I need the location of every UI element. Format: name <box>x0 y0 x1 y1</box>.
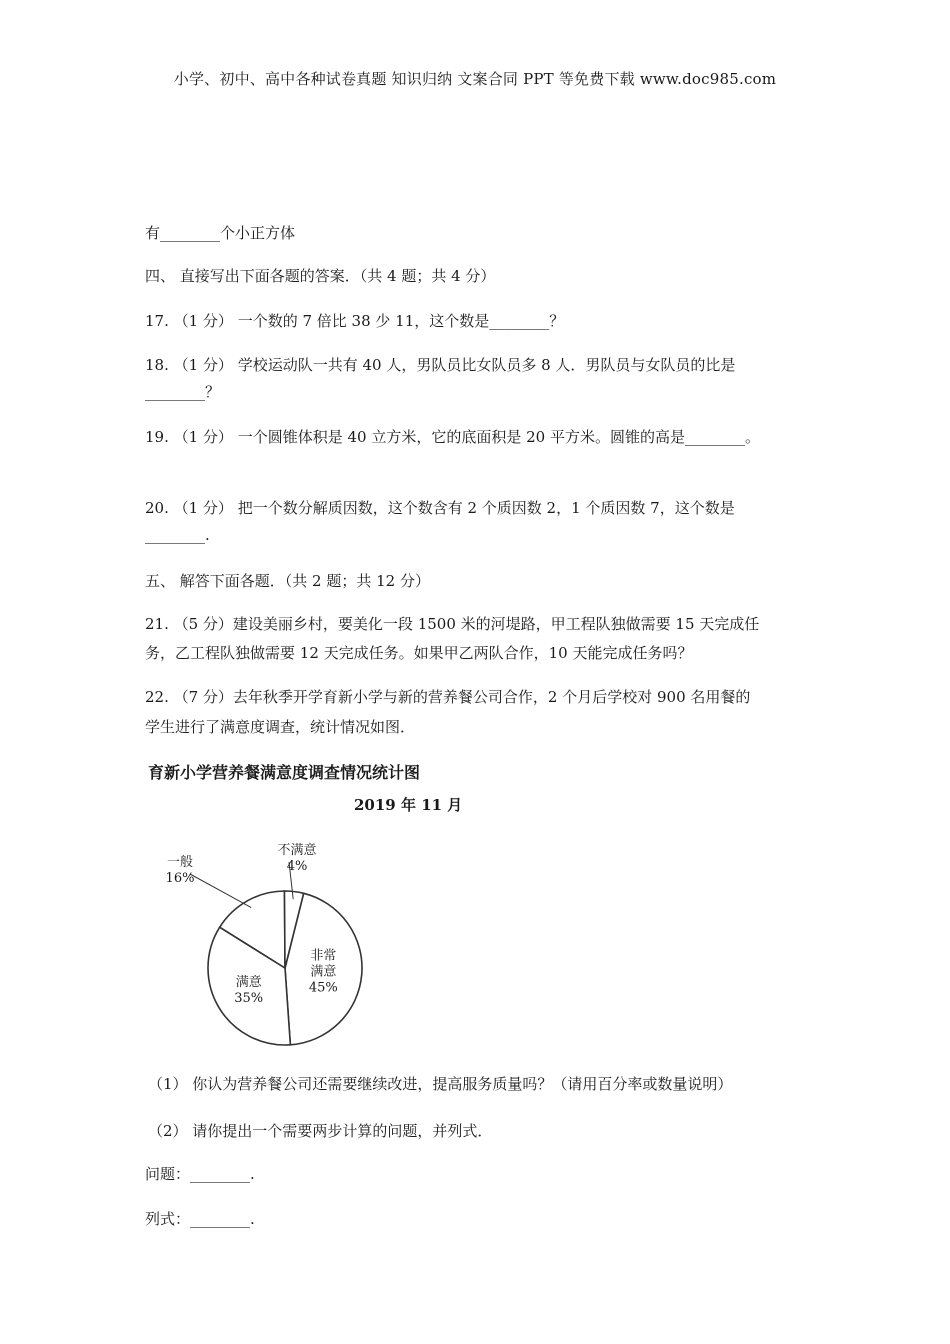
sub-question-2: （2） 请你提出一个需要两步计算的问题，并列式． <box>148 1122 493 1140</box>
question-blank: 问题：________. <box>145 1165 255 1183</box>
pie-name-label-1: 满意 <box>235 974 262 990</box>
question-20-line1: 20. （1 分） 把一个数分解质因数，这个数含有 2 个质因数 2，1 个质因数 7，这个数是 <box>145 499 735 517</box>
question-21-line1: 21. （5 分）建设美丽乡村，要美化一段 1500 米的河堤路，甲工程队独做需要 15 天完成任 <box>145 615 760 633</box>
question-19: 19. （1 分） 一个圆锥体积是 40 立方米，它的底面积是 20 平方米。圆锥的高是________。 <box>145 428 760 446</box>
question-17: 17. （1 分） 一个数的 7 倍比 38 少 11，这个数是________？ <box>145 312 565 330</box>
pie-leader-2 <box>190 874 251 908</box>
section-4-title: 四、 直接写出下面各题的答案．（共 4 题；共 4 分） <box>145 267 496 285</box>
pie-name-label-0: 满意 <box>310 964 337 980</box>
question-18-line2: ________？ <box>145 383 221 401</box>
question-21-line2: 务，乙工程队独做需要 12 天完成任务。如果甲乙两队合作，10 天能完成任务吗？ <box>145 644 693 662</box>
page-header: 小学、初中、高中各种试卷真题 知识归纳 文案合同 PPT 等免费下载 www.doc985.com <box>173 70 777 88</box>
pie-name-label-2: 一般 <box>166 855 194 870</box>
pie-name-label-0: 非常 <box>310 948 337 964</box>
question-22-line1: 22. （7 分）去年秋季开学育新小学与新的营养餐公司合作，2 个月后学校对 900 名用餐的 <box>145 688 751 706</box>
pie-chart <box>150 830 410 1060</box>
question-18-line1: 18. （1 分） 学校运动队一共有 40 人，男队员比女队员多 8 人．男队员与女队员的比是 <box>145 356 736 374</box>
section-5-title: 五、 解答下面各题．（共 2 题；共 12 分） <box>145 572 430 590</box>
question-20-line2: ________. <box>145 526 210 544</box>
chart-subtitle: 2019 年 11 月 <box>354 796 463 814</box>
pie-name-label-3: 不满意 <box>277 843 317 858</box>
pie-pct-label-0: 45% <box>308 980 338 996</box>
sub-question-1: （1） 你认为营养餐公司还需要继续改进，提高服务质量吗？（请用百分率或数量说明） <box>148 1075 733 1093</box>
question-22-line2: 学生进行了满意度调查，统计情况如图． <box>145 718 416 736</box>
pie-pct-label-2: 16% <box>165 871 195 886</box>
q16-tail: 有________个小正方体 <box>145 224 296 242</box>
pie-pct-label-3: 4% <box>286 859 308 874</box>
formula-blank: 列式：________. <box>145 1210 255 1228</box>
pie-pct-label-1: 35% <box>234 990 264 1006</box>
chart-title: 育新小学营养餐满意度调查情况统计图 <box>148 763 421 782</box>
